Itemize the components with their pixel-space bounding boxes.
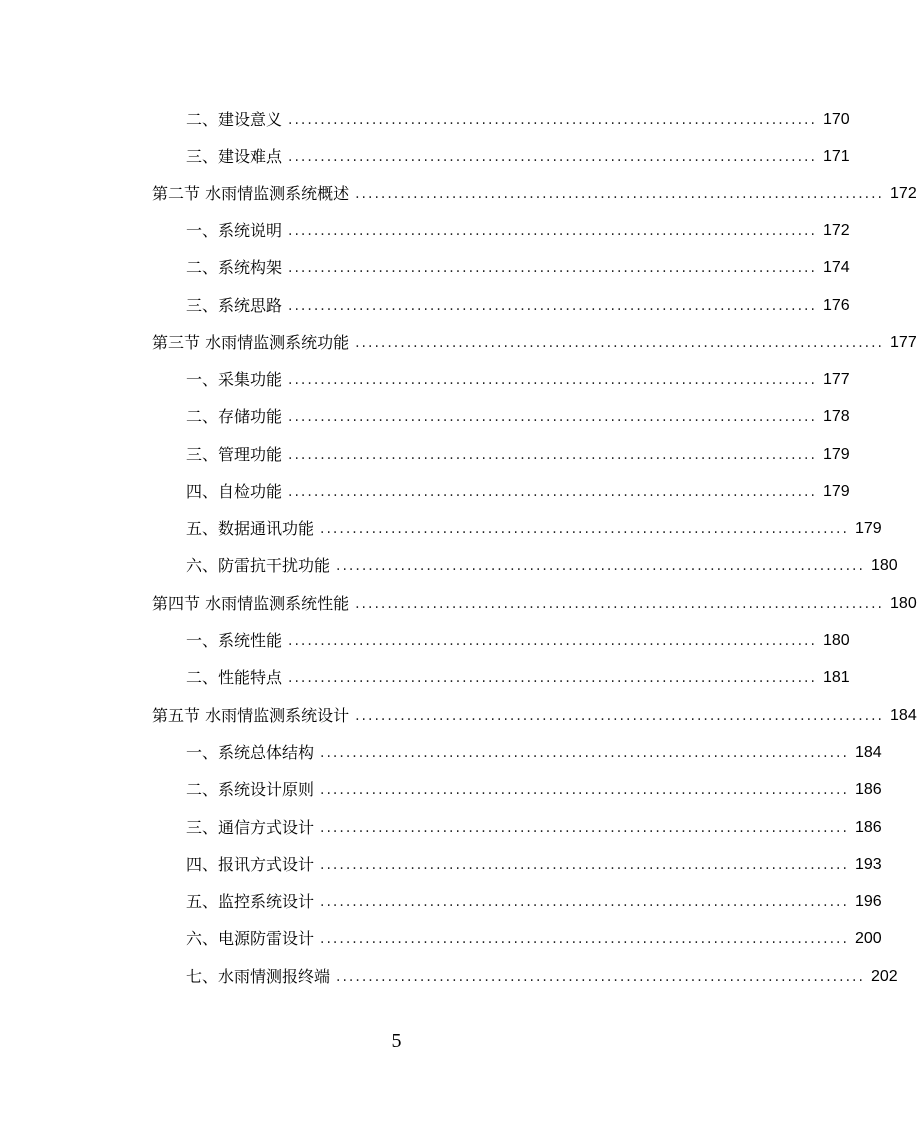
toc-entry-title: 二、性能特点 — [186, 668, 283, 687]
toc-entry-title: 四、自检功能 — [186, 482, 283, 501]
toc-entry-page: 179 — [854, 520, 882, 537]
dot-leader: .................................................................................. — [320, 931, 849, 947]
toc-entry-page: 177 — [890, 334, 917, 351]
dot-leader: .................................................................................. — [336, 969, 865, 985]
dot-leader: .................................................................................. — [355, 708, 885, 724]
toc-entry-page: 184 — [854, 744, 882, 761]
toc-entry-page: 180 — [870, 557, 898, 574]
toc-entry[interactable] — [186, 364, 850, 390]
toc-entry[interactable] — [186, 513, 882, 539]
toc-entry[interactable] — [186, 625, 850, 651]
toc-entry-title: 三、通信方式设计 — [186, 818, 315, 837]
toc-entry-page: 178 — [822, 408, 850, 425]
dot-leader: .................................................................................. — [288, 447, 817, 463]
toc-entry-page: 179 — [822, 446, 850, 463]
dot-leader: .................................................................................. — [288, 633, 817, 649]
dot-leader: .................................................................................. — [320, 820, 849, 836]
toc-entry-page: 177 — [822, 371, 850, 388]
toc-entry-title: 四、报讯方式设计 — [186, 855, 315, 874]
toc-entry[interactable] — [186, 141, 850, 167]
dot-leader: .................................................................................. — [288, 670, 817, 686]
toc-entry[interactable] — [186, 812, 882, 838]
toc-entry-page: 172 — [890, 185, 917, 202]
toc-entry-page: 179 — [822, 483, 850, 500]
toc-entry-title: 第三节 水雨情监测系统功能 — [152, 333, 350, 352]
dot-leader: .................................................................................. — [288, 484, 817, 500]
dot-leader: .................................................................................. — [320, 857, 849, 873]
toc-entry-page: 180 — [822, 632, 850, 649]
toc-entry-title: 第五节 水雨情监测系统设计 — [152, 706, 350, 725]
toc-entry-title: 六、电源防雷设计 — [186, 929, 315, 948]
toc-entry[interactable] — [186, 252, 850, 278]
toc-entry-page: 180 — [890, 595, 917, 612]
toc-entry-title: 一、系统性能 — [186, 631, 283, 650]
toc-entry-page: 170 — [822, 111, 850, 128]
dot-leader: .................................................................................. — [288, 260, 817, 276]
toc-entry-page: 172 — [822, 222, 850, 239]
toc-entry[interactable] — [186, 737, 882, 763]
toc-entry-title: 二、存储功能 — [186, 407, 283, 426]
dot-leader: .................................................................................. — [320, 745, 849, 761]
toc-entry-title: 五、监控系统设计 — [186, 892, 315, 911]
toc-entry-title: 第二节 水雨情监测系统概述 — [152, 184, 350, 203]
toc-entry-page: 196 — [854, 893, 882, 910]
toc-entry-page: 171 — [822, 148, 850, 165]
dot-leader: .................................................................................. — [288, 298, 817, 314]
dot-leader: .................................................................................. — [288, 112, 817, 128]
dot-leader: .................................................................................. — [355, 335, 885, 351]
toc-entry-title: 五、数据通讯功能 — [186, 519, 315, 538]
toc-entry-title: 第四节 水雨情监测系统性能 — [152, 594, 350, 613]
toc-entry-title: 一、系统说明 — [186, 221, 283, 240]
toc-entry[interactable] — [186, 215, 850, 241]
toc-section-entry[interactable] — [152, 588, 917, 614]
dot-leader: .................................................................................. — [288, 149, 817, 165]
toc-entry[interactable] — [186, 550, 898, 576]
toc-entry-title: 三、建设难点 — [186, 147, 283, 166]
toc-entry-title: 二、建设意义 — [186, 110, 283, 129]
toc-entry-title: 一、采集功能 — [186, 370, 283, 389]
dot-leader: .................................................................................. — [355, 596, 885, 612]
toc-entry[interactable] — [186, 290, 850, 316]
toc-entry[interactable] — [186, 886, 882, 912]
toc-entry-title: 二、系统构架 — [186, 258, 283, 277]
toc-entry[interactable] — [186, 961, 898, 987]
toc-section-entry[interactable] — [152, 700, 917, 726]
toc-entry[interactable] — [186, 774, 882, 800]
toc-entry[interactable] — [186, 476, 850, 502]
dot-leader: .................................................................................. — [320, 782, 849, 798]
dot-leader: .................................................................................. — [355, 186, 885, 202]
page-number: 5 — [391, 1030, 402, 1052]
toc-entry-page: 202 — [870, 968, 898, 985]
toc-entry[interactable] — [186, 662, 850, 688]
toc-entry-page: 181 — [822, 669, 850, 686]
toc-entry-page: 193 — [854, 856, 882, 873]
toc-entry-title: 七、水雨情测报终端 — [186, 967, 331, 986]
dot-leader: .................................................................................. — [288, 409, 817, 425]
toc-section-entry[interactable] — [152, 327, 917, 353]
dot-leader: .................................................................................. — [336, 558, 865, 574]
toc-entry[interactable] — [186, 849, 882, 875]
toc-entry-title: 三、管理功能 — [186, 445, 283, 464]
dot-leader: .................................................................................. — [288, 372, 817, 388]
toc-entry-page: 200 — [854, 930, 882, 947]
toc-entry-title: 一、系统总体结构 — [186, 743, 315, 762]
dot-leader: .................................................................................. — [320, 894, 849, 910]
toc-entry-page: 176 — [822, 297, 850, 314]
toc-section-entry[interactable] — [152, 178, 917, 204]
toc-entry-page: 186 — [854, 781, 882, 798]
toc-entry-page: 184 — [890, 707, 917, 724]
toc-entry-title: 三、系统思路 — [186, 296, 283, 315]
dot-leader: .................................................................................. — [320, 521, 849, 537]
toc-entry-title: 二、系统设计原则 — [186, 780, 315, 799]
toc-entry[interactable] — [186, 401, 850, 427]
toc-entry-page: 174 — [822, 259, 850, 276]
toc-entry[interactable] — [186, 923, 882, 949]
toc-entry-page: 186 — [854, 819, 882, 836]
toc-entry[interactable] — [186, 439, 850, 465]
toc-entry[interactable] — [186, 104, 850, 130]
toc-entry-title: 六、防雷抗干扰功能 — [186, 556, 331, 575]
dot-leader: .................................................................................. — [288, 223, 817, 239]
